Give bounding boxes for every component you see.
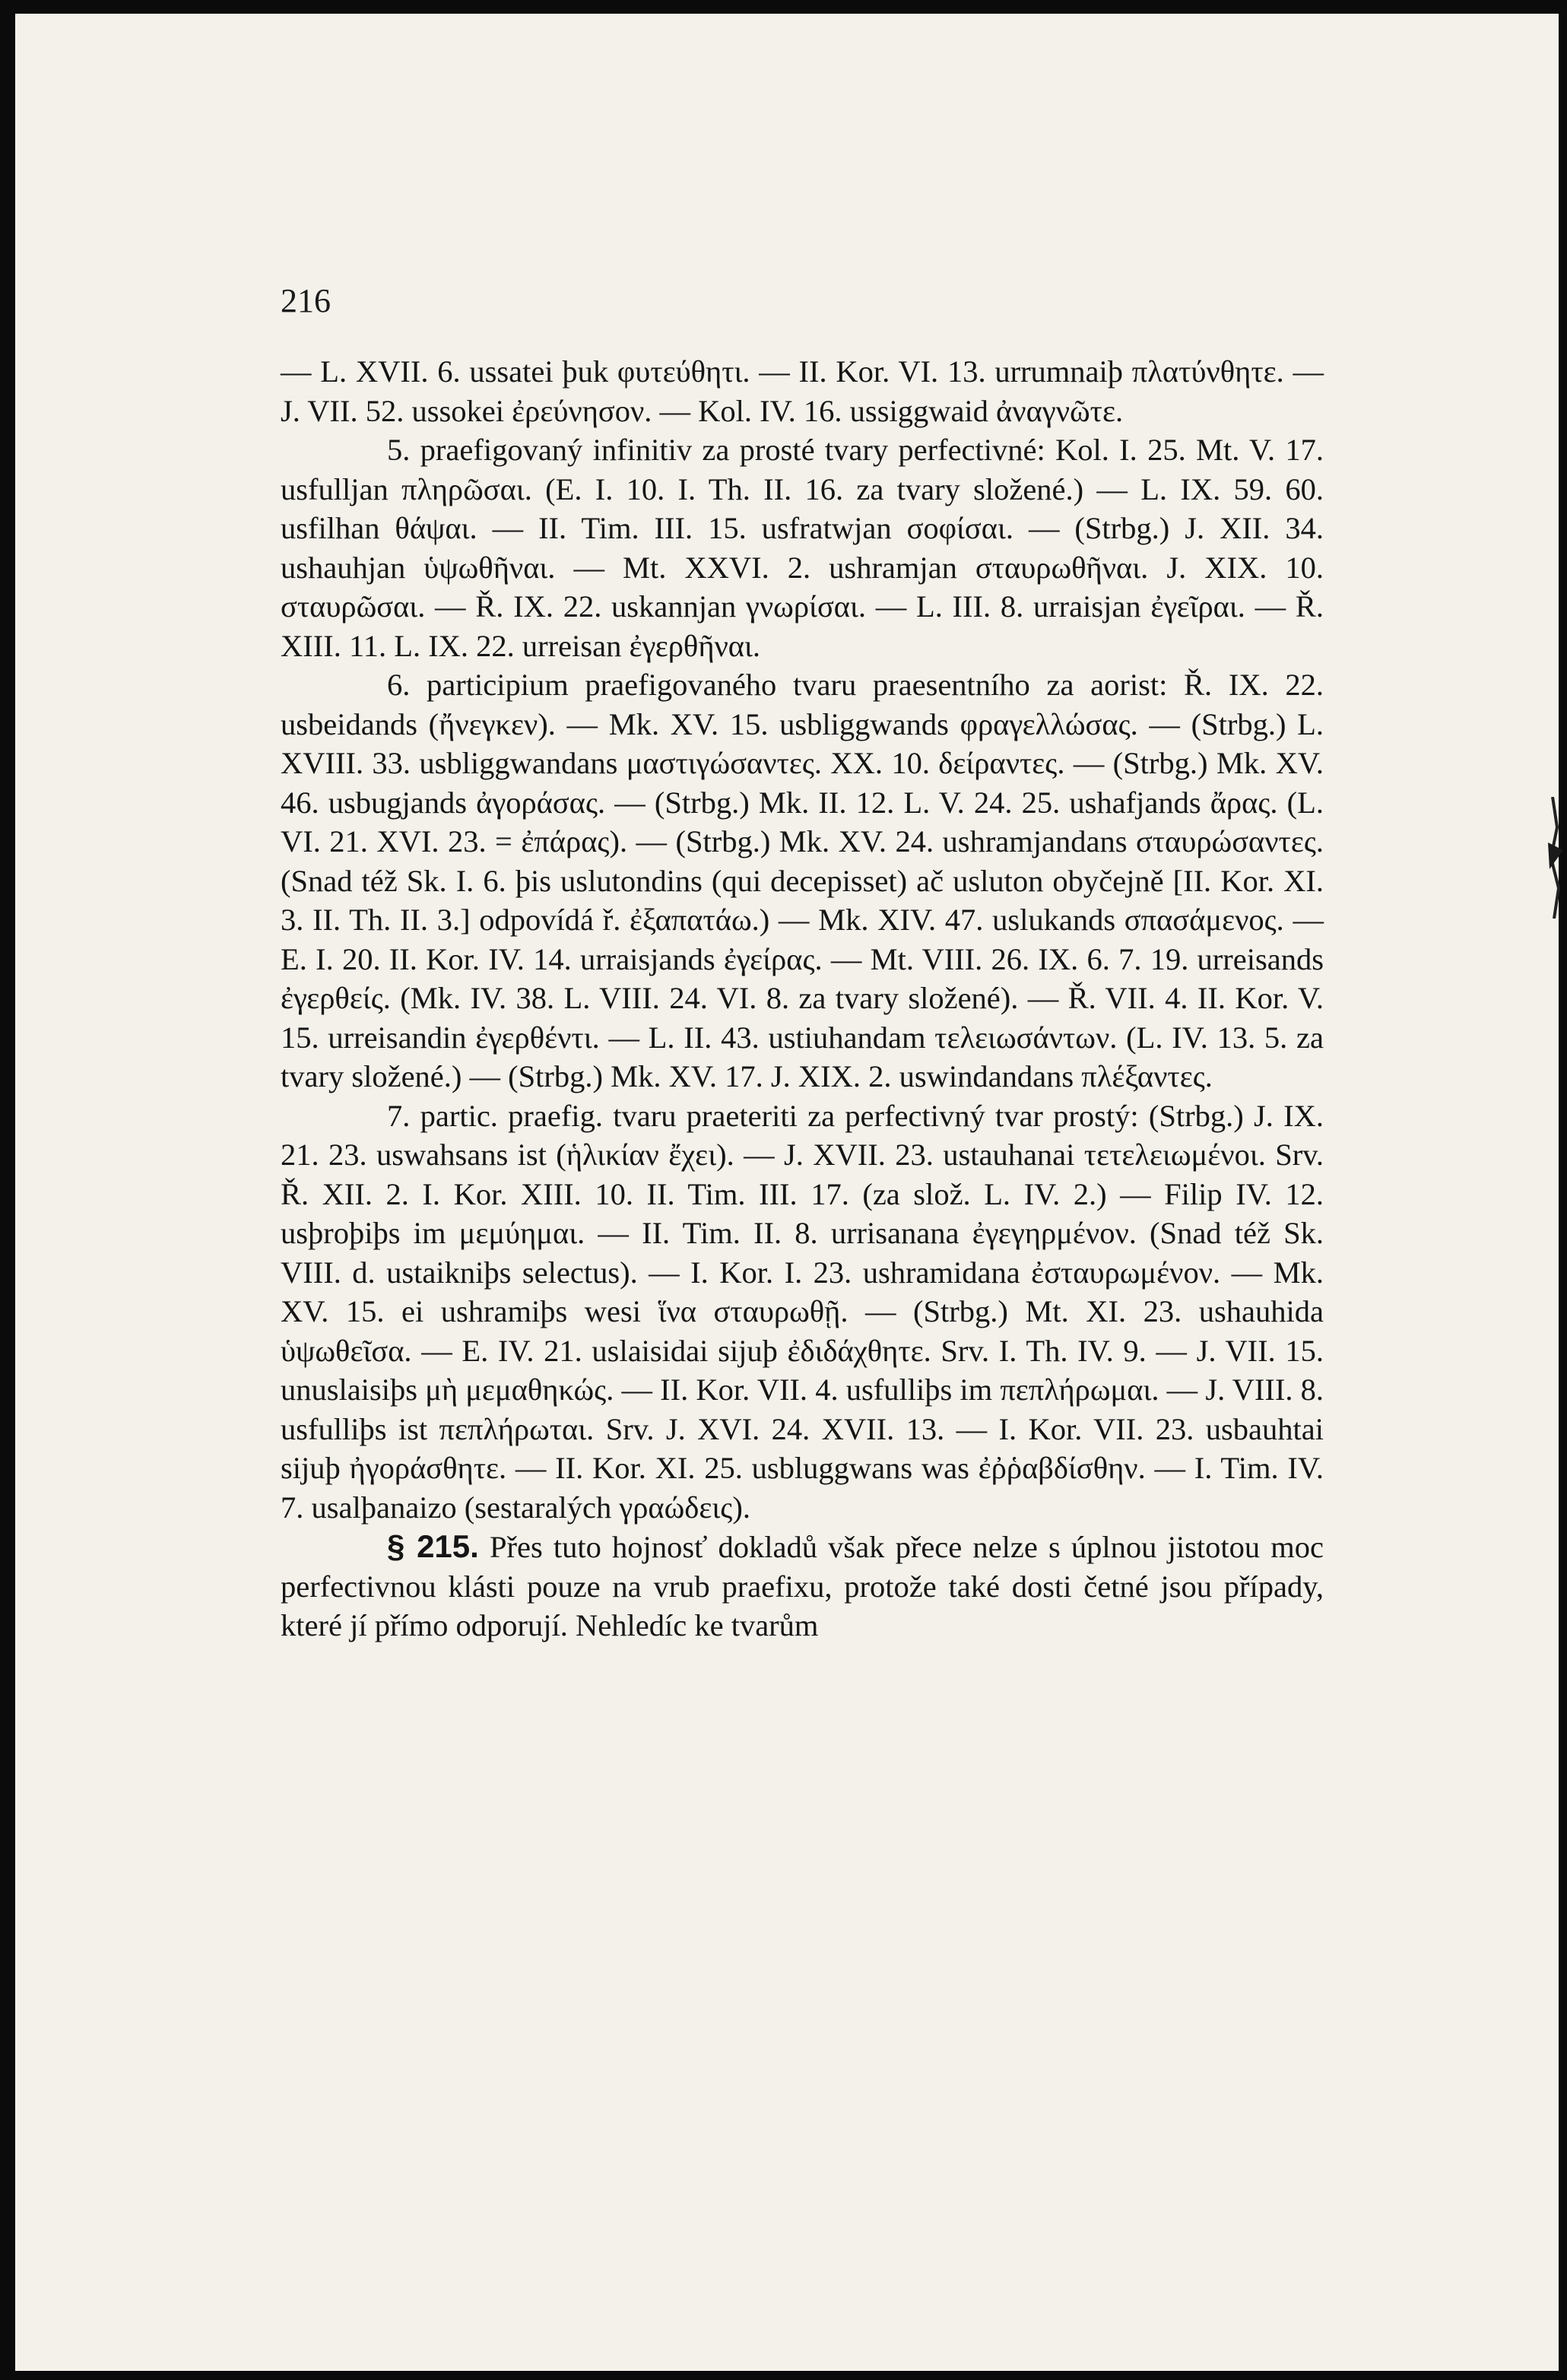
paragraph-continued: — L. XVII. 6. ussatei þuk φυτεύθητι. — II. Kor. VI. 13. urrumnaiþ πλατύνθητε. — J. VII. 52. ussokei ἐρεύνησον. — Kol. IV. 16. ussiggwaid ἀναγνῶτε.: [281, 354, 1324, 428]
section-text: Přes tuto hojnosť dokladů však přece nelze s úplnou jistotou moc perfectivnou klásti pouze na vrub praefixu, protože také dosti četné jsou případy, které jí přímo odporují. Nehledíc ke tvarům: [281, 1530, 1324, 1642]
paragraph-point-6: 6. participium praefigovaného tvaru praesentního za aorist: Ř. IX. 22. usbeidands (ἤνεγκεν). — Mk. XV. 15. usbliggwands φραγελλώσας. — (Strbg.) L. XVIII. 33. usbliggwandans μαστιγώσαντες. XX. 10. δείραντες. — (Strbg.) Mk. XV. 46. usbugjands ἀγοράσας. — (Strbg.) Mk. II. 12. L. V. 24. 25. ushafjands ἄρας. (L. VI. 21. XVI. 23. = ἐπάρας). — (Strbg.) Mk. XV. 24. ushramjandans σταυρώσαντες. (Snad též Sk. I. 6. þis uslutondins (qui decepisset) ač usluton obyčejně [II. Kor. XI. 3. II. Th. II. 3.] odpovídá ř. ἐξαπατάω.) — Mk. XIV. 47. uslukands σπασάμενος. — E. I. 20. II. Kor. IV. 14. urraisjands ἐγείρας. — Mt. VIII. 26. IX. 6. 7. 19. urreisands ἐγερθείς. (Mk. IV. 38. L. VIII. 24. VI. 8. za tvary složené). — Ř. VII. 4. II. Kor. V. 15. urreisandin ἐγερθέντι. — L. II. 43. ustiuhandam τελειωσάντων. (L. IV. 13. 5. za tvary složené.) — (Strbg.) Mk. XV. 17. J. XIX. 2. uswindandans πλέξαντες.: [281, 668, 1324, 1093]
binding-thread-mark: [1543, 797, 1566, 919]
section-215-paragraph: [281, 1527, 1324, 1645]
section-mark: § 215.: [387, 1528, 479, 1564]
paragraph-point-5: 5. praefigovaný infinitiv za prosté tvary perfectivné: Kol. I. 25. Mt. V. 17. usfulljan πληρῶσαι. (E. I. 10. I. Th. II. 16. za tvary složené.) — L. IX. 59. 60. usfilhan θάψαι. — II. Tim. III. 15. usfratwjan σοφίσαι. — (Strbg.) J. XII. 34. ushauhjan ὑψωθῆναι. — Mt. XXVI. 2. ushramjan σταυρωθῆναι. J. XIX. 10. σταυρῶσαι. — Ř. IX. 22. uskannjan γνωρίσαι. — L. III. 8. urraisjan ἐγεῖραι. — Ř. XIII. 11. L. IX. 22. urreisan ἐγερθῆναι.: [281, 433, 1324, 663]
paragraph-point-7: 7. partic. praefig. tvaru praeteriti za perfectivný tvar prostý: (Strbg.) J. IX. 21. 23. uswahsans ist (ἡλικίαν ἔχει). — J. XVII. 23. ustauhanai τετελειωμένοι. Srv. Ř. XII. 2. I. Kor. XIII. 10. II. Tim. III. 17. (za slož. L. IV. 2.) — Filip IV. 12. usþroþiþs im μεμύημαι. — II. Tim. II. 8. urrisanana ἐγεγηρμένον. (Snad též Sk. VIII. d. ustaikniþs selectus). — I. Kor. I. 23. ushramidana ἐσταυρωμένον. — Mk. XV. 15. ei ushramiþs wesi ἵνα σταυρωθῇ. — (Strbg.) Mt. XI. 23. ushauhida ὑψωθεῖσα. — E. IV. 21. uslaisidai sijuþ ἐδιδάχθητε. Srv. I. Th. IV. 9. — J. VII. 15. unuslaisiþs μὴ μεμαθηκώς. — II. Kor. VII. 4. usfulliþs im πεπλήρωμαι. — J. VIII. 8. usfulliþs ist πεπλήρωται. Srv. J. XVI. 24. XVII. 13. — I. Kor. VII. 23. usbauhtai sijuþ ἠγοράσθητε. — II. Kor. XI. 25. usbluggwans was ἐῤῥαβδίσθην. — I. Tim. IV. 7. usalþanaizo (sestaralých γραώδεις).: [281, 1098, 1324, 1525]
book-page: [15, 14, 1559, 2371]
page-number: 216: [281, 282, 331, 319]
body-text: [281, 352, 1324, 1645]
